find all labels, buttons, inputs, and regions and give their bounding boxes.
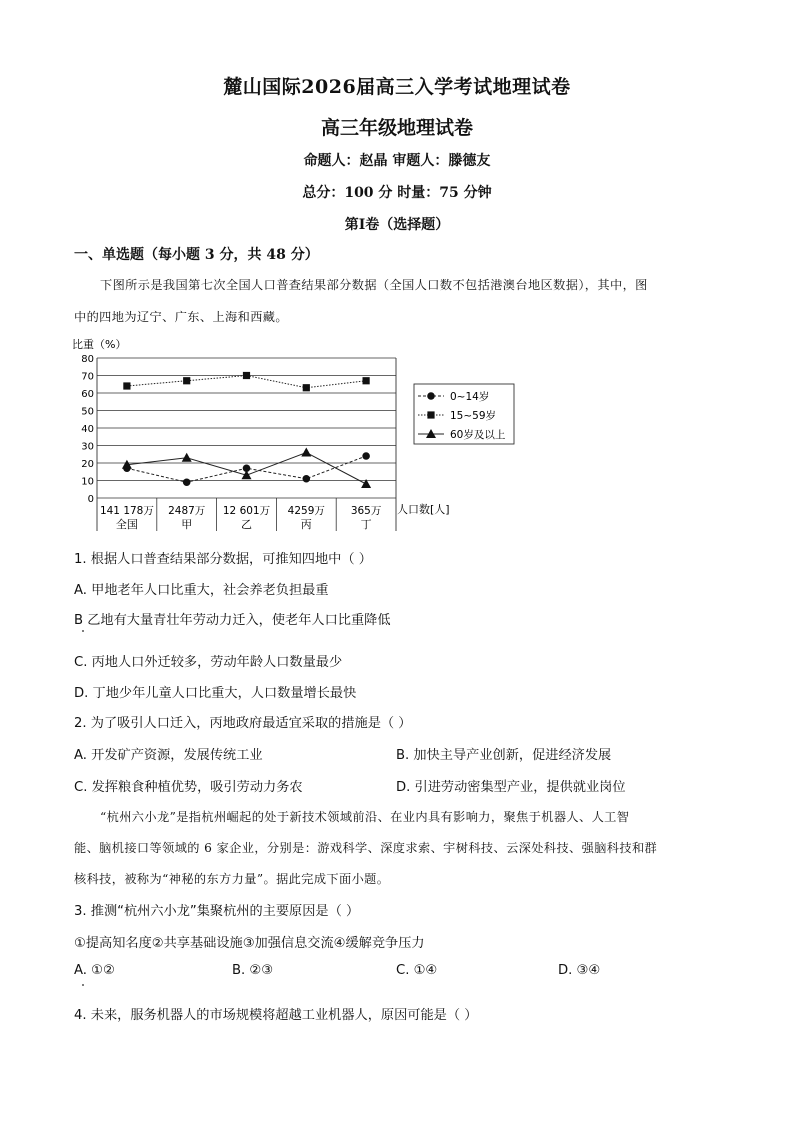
q2-option-b: B. 加快主导产业创新，促进经济发展 xyxy=(396,748,612,763)
q2-stem: 2. 为了吸引人口迁入，丙地政府最适宜采取的措施是（ ） xyxy=(74,716,412,731)
y-tick-label: 30 xyxy=(81,441,94,453)
exam-authors: 命题人：赵晶 审题人：滕德友 xyxy=(303,153,491,169)
x-population-label: 2487万 xyxy=(168,505,206,517)
q1-option-d: D. 丁地少年儿童人口比重大，人口数量增长最快 xyxy=(74,686,357,701)
exam-part: 第Ⅰ卷（选择题） xyxy=(344,217,450,233)
dot-mark xyxy=(82,630,84,632)
dot-mark xyxy=(82,984,84,986)
chart-x-table xyxy=(100,498,382,531)
series-point xyxy=(362,452,370,460)
x-category-label: 丁 xyxy=(360,518,372,531)
q1-option-b: B 乙地有大量青壮年劳动力迁入，使老年人口比重降低 xyxy=(74,613,391,628)
q3-option-a: A. ①② xyxy=(74,963,115,978)
y-tick-label: 0 xyxy=(87,494,94,505)
y-tick-label: 70 xyxy=(81,371,94,383)
exam-subtitle: 高三年级地理试卷 xyxy=(320,117,473,139)
series-point xyxy=(303,384,310,391)
q2-option-c: C. 发挥粮食种植优势，吸引劳动力务农 xyxy=(74,780,303,795)
x-category-label: 丙 xyxy=(300,518,312,531)
x-category-label: 全国 xyxy=(115,518,138,531)
chart-legend xyxy=(414,384,514,444)
legend-marker xyxy=(427,411,434,418)
material1-line1: 下图所示是我国第七次全国人口普查结果部分数据（全国人口数不包括港澳台地区数据），其中，图 xyxy=(100,278,648,292)
population-chart xyxy=(70,334,530,539)
series-point xyxy=(243,372,250,379)
q2-option-a: A. 开发矿产资源，发展传统工业 xyxy=(74,748,263,763)
series-point xyxy=(183,478,191,486)
material2-line3: 核科技，被称为“神秘的东方力量”。据此完成下面小题。 xyxy=(74,872,390,886)
chart-yticks xyxy=(81,354,94,505)
series-point xyxy=(182,453,192,462)
q4-stem: 4. 未来，服务机器人的市场规模将超越工业机器人，原因可能是（ ） xyxy=(74,1008,478,1023)
q3-option-d: D. ③④ xyxy=(558,963,601,978)
q3-option-b: B. ②③ xyxy=(232,963,274,978)
y-tick-label: 60 xyxy=(81,389,94,400)
section-heading: 一、单选题（每小题 3 分，共 48 分） xyxy=(74,247,319,263)
chart-xlabel: 人口数[人] xyxy=(397,503,450,516)
q3-stem: 3. 推测“杭州六小龙”集聚杭州的主要原因是（ ） xyxy=(74,904,360,919)
series-point xyxy=(301,448,311,457)
x-category-label: 乙 xyxy=(241,518,252,531)
q1-stem: 1. 根据人口普查结果部分数据，可推知四地中（ ） xyxy=(74,552,372,567)
series-point xyxy=(183,377,190,384)
material2-line2: 能、脑机接口等领域的 6 家企业，分别是：游戏科学、深度求索、宇树科技、云深处科技、强脑科技和群 xyxy=(74,841,658,855)
series-point xyxy=(242,470,252,479)
y-tick-label: 10 xyxy=(81,476,94,488)
exam-score-time: 总分：100 分 时量：75 分钟 xyxy=(302,185,492,201)
legend-marker xyxy=(427,392,435,400)
chart-ylabel: 比重（%） xyxy=(72,338,127,351)
x-category-label: 甲 xyxy=(181,518,193,531)
legend-label: 60岁及以上 xyxy=(450,429,506,441)
legend-label: 0~14岁 xyxy=(450,391,490,403)
q2-option-d: D. 引进劳动密集型产业，提供就业岗位 xyxy=(396,780,626,795)
y-tick-label: 40 xyxy=(81,424,94,435)
q1-option-c: C. 丙地人口外迁较多，劳动年龄人口数量最少 xyxy=(74,655,343,670)
material2-line1: “杭州六小龙”是指杭州崛起的处于新技术领域前沿、在业内具有影响力，聚焦于机器人、人工智 xyxy=(100,810,630,824)
q3-statements: ①提高知名度②共享基础设施③加强信息交流④缓解竞争压力 xyxy=(74,936,425,951)
chart-series xyxy=(122,372,371,488)
x-population-label: 4259万 xyxy=(287,505,325,517)
x-population-label: 365万 xyxy=(350,505,382,517)
legend-label: 15~59岁 xyxy=(450,410,497,422)
q3-option-c: C. ①④ xyxy=(396,963,438,978)
exam-title: 麓山国际2026届高三入学考试地理试卷 xyxy=(223,76,571,98)
y-tick-label: 20 xyxy=(81,459,94,470)
y-tick-label: 80 xyxy=(81,354,94,365)
y-tick-label: 50 xyxy=(81,406,94,418)
x-population-label: 141 178万 xyxy=(99,505,154,517)
series-point xyxy=(123,382,130,389)
x-population-label: 12 601万 xyxy=(222,505,271,517)
q1-option-a: A. 甲地老年人口比重大，社会养老负担最重 xyxy=(74,583,329,598)
material1-line2: 中的四地为辽宁、广东、上海和西藏。 xyxy=(74,310,288,324)
series-point xyxy=(363,377,370,384)
series-point xyxy=(303,475,311,483)
